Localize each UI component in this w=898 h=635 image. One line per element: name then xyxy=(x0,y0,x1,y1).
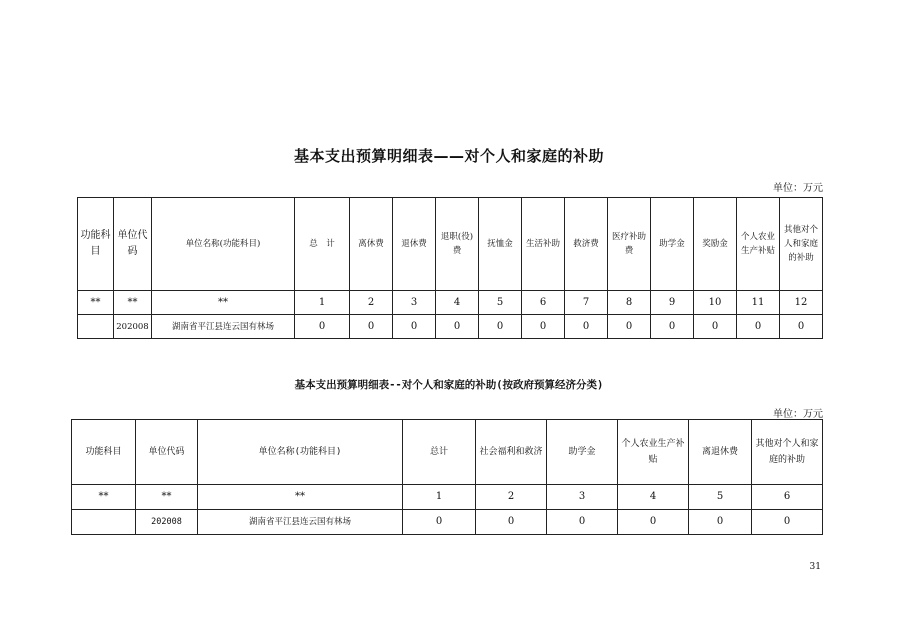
data-cell: 0 xyxy=(295,315,350,339)
data-cell: 0 xyxy=(436,315,479,339)
budget-detail-table xyxy=(77,197,823,339)
data-cell: 0 xyxy=(689,510,752,535)
index-cell: 9 xyxy=(651,291,694,315)
header-cell: 其他对个人和家庭的补助 xyxy=(752,420,823,485)
table1-header-row xyxy=(78,198,823,291)
header-cell: 总 计 xyxy=(295,198,350,291)
index-cell: 1 xyxy=(403,485,476,510)
header-cell: 功能科目 xyxy=(72,420,136,485)
data-cell: 0 xyxy=(651,315,694,339)
table1-unit: 单位：万元 xyxy=(773,183,823,194)
index-cell: ** xyxy=(72,485,136,510)
data-cell xyxy=(78,315,114,339)
data-cell: 0 xyxy=(752,510,823,535)
table1-data-row xyxy=(78,315,823,339)
data-cell: 湖南省平江县连云国有林场 xyxy=(198,510,403,535)
header-cell: 单位代码 xyxy=(114,198,152,291)
data-cell: 202008 xyxy=(136,510,198,535)
data-cell: 0 xyxy=(694,315,737,339)
header-cell: 退职(役)费 xyxy=(436,198,479,291)
header-cell: 助学金 xyxy=(651,198,694,291)
index-cell: 2 xyxy=(476,485,547,510)
header-cell: 功能科目 xyxy=(78,198,114,291)
index-cell: 12 xyxy=(780,291,823,315)
table2-header-row xyxy=(72,420,823,485)
header-cell: 单位名称(功能科目) xyxy=(198,420,403,485)
table2-unit: 单位：万元 xyxy=(773,409,823,420)
data-cell: 0 xyxy=(522,315,565,339)
index-cell: 7 xyxy=(565,291,608,315)
header-cell: 其他对个人和家庭的补助 xyxy=(780,198,823,291)
index-cell: 3 xyxy=(393,291,436,315)
budget-economic-class-table xyxy=(71,419,823,535)
table1-title: 基本支出预算明细表——对个人和家庭的补助 xyxy=(293,147,604,165)
index-cell: ** xyxy=(136,485,198,510)
header-cell: 社会福利和救济 xyxy=(476,420,547,485)
page-number: 31 xyxy=(809,562,821,572)
index-cell: ** xyxy=(78,291,114,315)
table2-data-row xyxy=(72,510,823,535)
header-cell: 总计 xyxy=(403,420,476,485)
header-cell: 退休费 xyxy=(393,198,436,291)
data-cell: 202008 xyxy=(114,315,152,339)
data-cell: 0 xyxy=(479,315,522,339)
table2-title: 基本支出预算明细表--对个人和家庭的补助(按政府预算经济分类) xyxy=(294,379,604,391)
header-cell: 离退休费 xyxy=(689,420,752,485)
data-cell: 0 xyxy=(618,510,689,535)
data-cell: 0 xyxy=(350,315,393,339)
index-cell: ** xyxy=(198,485,403,510)
header-cell: 离休费 xyxy=(350,198,393,291)
index-cell: 6 xyxy=(522,291,565,315)
data-cell: 0 xyxy=(608,315,651,339)
data-cell: 0 xyxy=(476,510,547,535)
header-cell: 医疗补助费 xyxy=(608,198,651,291)
header-cell: 救济费 xyxy=(565,198,608,291)
header-cell: 单位代码 xyxy=(136,420,198,485)
index-cell: 8 xyxy=(608,291,651,315)
header-cell: 个人农业生产补贴 xyxy=(618,420,689,485)
index-cell: 6 xyxy=(752,485,823,510)
index-cell: 2 xyxy=(350,291,393,315)
header-cell: 单位名称(功能科目) xyxy=(152,198,295,291)
index-cell: ** xyxy=(114,291,152,315)
index-cell: 4 xyxy=(436,291,479,315)
data-cell xyxy=(72,510,136,535)
data-cell: 0 xyxy=(737,315,780,339)
table1-index-row xyxy=(78,291,823,315)
index-cell: 10 xyxy=(694,291,737,315)
index-cell: 4 xyxy=(618,485,689,510)
index-cell: 3 xyxy=(547,485,618,510)
data-cell: 0 xyxy=(547,510,618,535)
data-cell: 湖南省平江县连云国有林场 xyxy=(152,315,295,339)
header-cell: 助学金 xyxy=(547,420,618,485)
header-cell: 个人农业生产补贴 xyxy=(737,198,780,291)
index-cell: 11 xyxy=(737,291,780,315)
index-cell: 5 xyxy=(479,291,522,315)
index-cell: ** xyxy=(152,291,295,315)
data-cell: 0 xyxy=(565,315,608,339)
header-cell: 抚恤金 xyxy=(479,198,522,291)
data-cell: 0 xyxy=(393,315,436,339)
table2-index-row xyxy=(72,485,823,510)
header-cell: 奖励金 xyxy=(694,198,737,291)
header-cell: 生活补助 xyxy=(522,198,565,291)
index-cell: 5 xyxy=(689,485,752,510)
data-cell: 0 xyxy=(403,510,476,535)
index-cell: 1 xyxy=(295,291,350,315)
data-cell: 0 xyxy=(780,315,823,339)
